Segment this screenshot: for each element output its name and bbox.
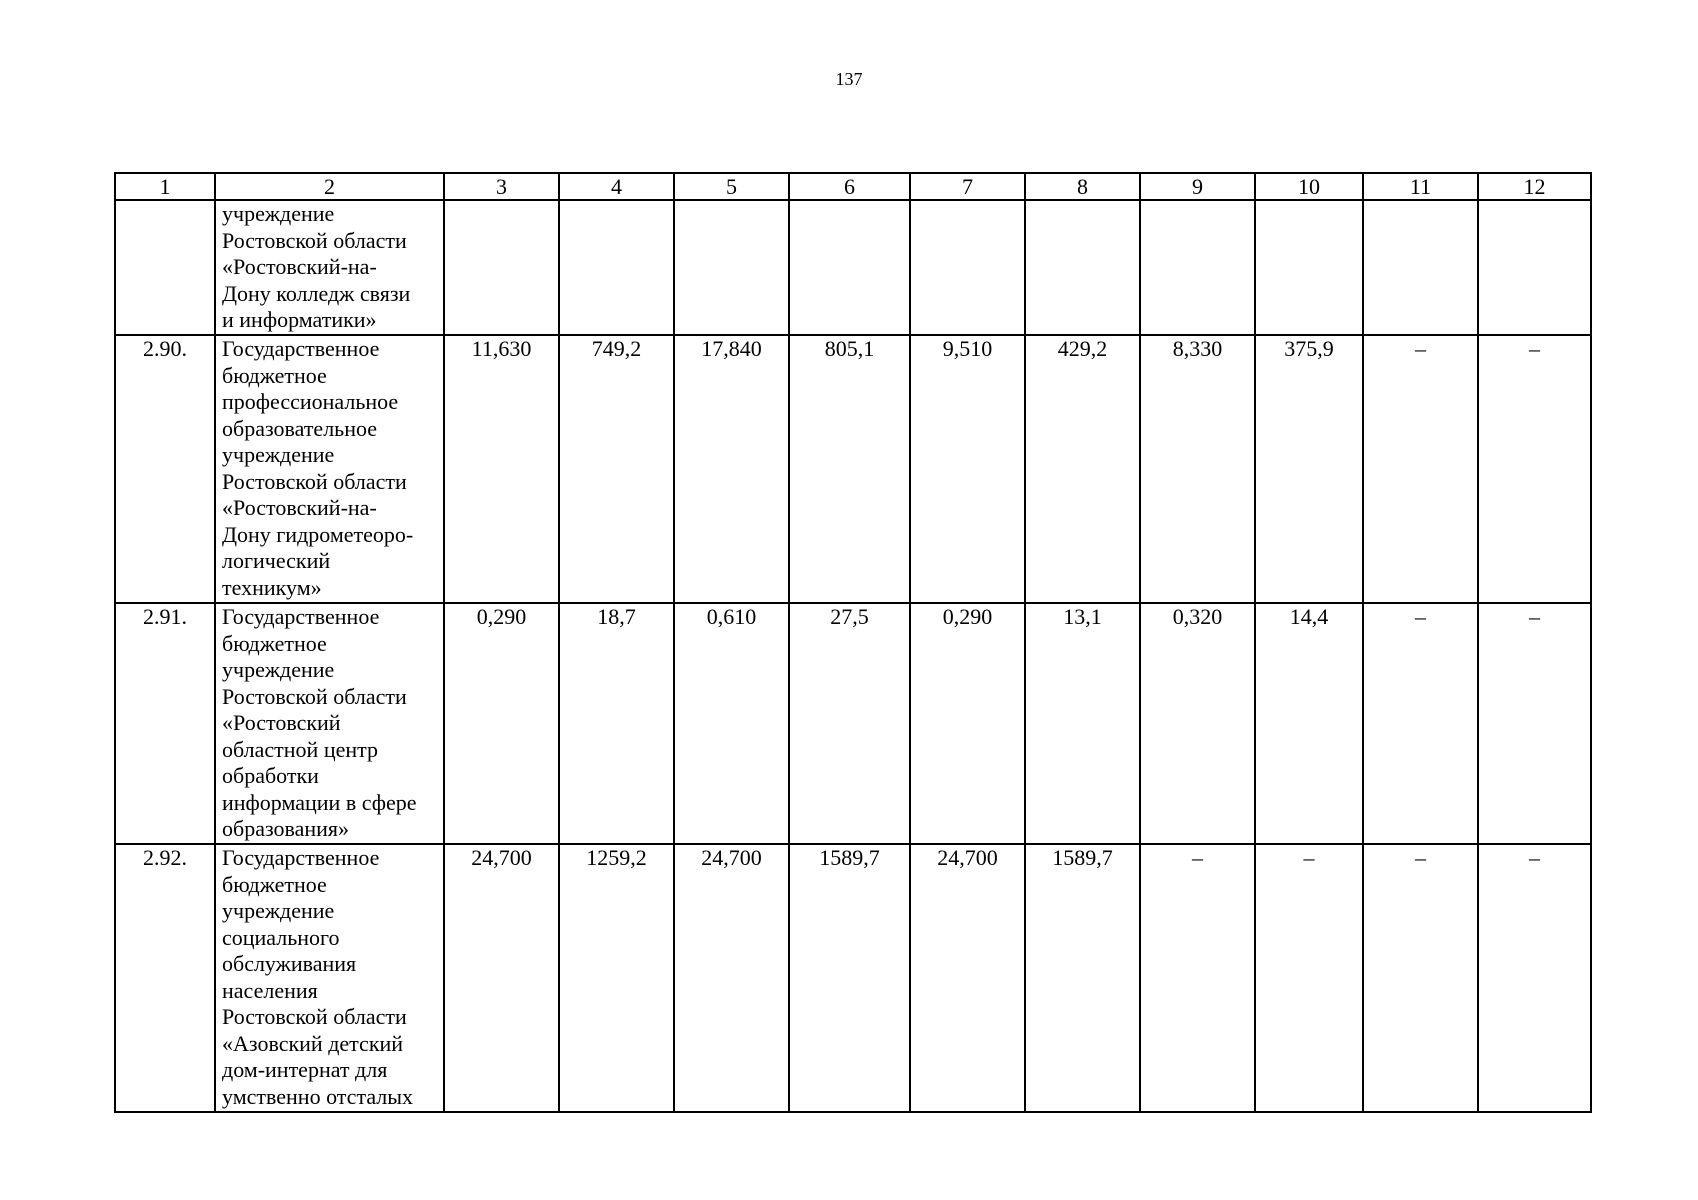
value-col-6: 805,1 (789, 335, 910, 603)
value-col-8: 429,2 (1025, 335, 1140, 603)
value-col-11: – (1363, 844, 1478, 1112)
value-col-7: 0,290 (910, 603, 1025, 844)
table-row (115, 844, 1591, 1112)
row-number: 2.91. (115, 603, 215, 844)
value-col-3: 11,630 (444, 335, 559, 603)
value-col-12: – (1478, 603, 1591, 844)
value-col-9: 8,330 (1140, 335, 1255, 603)
column-header-8: 8 (1025, 173, 1140, 200)
value-col-10 (1255, 200, 1363, 335)
institution-name: Государственное бюджетное учреждение Ростовской области «Ростовский областной центр обработки информации в сфере образования» (215, 603, 444, 844)
institution-name: Государственное бюджетное учреждение социального обслуживания населения Ростовской области «Азовский детский дом-интернат для умственно отсталых (215, 844, 444, 1112)
value-col-12 (1478, 200, 1591, 335)
value-col-9: – (1140, 844, 1255, 1112)
value-col-11: – (1363, 603, 1478, 844)
institution-name: учреждение Ростовской области «Ростовский-на- Дону колледж связи и информатики» (215, 200, 444, 335)
value-col-11 (1363, 200, 1478, 335)
column-header-4: 4 (559, 173, 674, 200)
value-col-8: 13,1 (1025, 603, 1140, 844)
column-header-2: 2 (215, 173, 444, 200)
value-col-10: – (1255, 844, 1363, 1112)
value-col-10: 14,4 (1255, 603, 1363, 844)
column-header-1: 1 (115, 173, 215, 200)
value-col-7: 9,510 (910, 335, 1025, 603)
value-col-9 (1140, 200, 1255, 335)
header-row (115, 173, 1591, 200)
row-number (115, 200, 215, 335)
value-col-5: 17,840 (674, 335, 789, 603)
row-number: 2.92. (115, 844, 215, 1112)
column-header-3: 3 (444, 173, 559, 200)
table-row (115, 335, 1591, 603)
data-table (114, 172, 1592, 1113)
column-header-9: 9 (1140, 173, 1255, 200)
column-header-11: 11 (1363, 173, 1478, 200)
value-col-11: – (1363, 335, 1478, 603)
value-col-4: 18,7 (559, 603, 674, 844)
value-col-9: 0,320 (1140, 603, 1255, 844)
value-col-8: 1589,7 (1025, 844, 1140, 1112)
column-header-12: 12 (1478, 173, 1591, 200)
value-col-8 (1025, 200, 1140, 335)
value-col-6: 1589,7 (789, 844, 910, 1112)
column-header-6: 6 (789, 173, 910, 200)
value-col-3: 24,700 (444, 844, 559, 1112)
page-number: 137 (835, 69, 863, 89)
column-header-7: 7 (910, 173, 1025, 200)
column-header-10: 10 (1255, 173, 1363, 200)
value-col-4 (559, 200, 674, 335)
value-col-12: – (1478, 335, 1591, 603)
value-col-5: 0,610 (674, 603, 789, 844)
table-row (115, 200, 1591, 335)
value-col-3: 0,290 (444, 603, 559, 844)
value-col-4: 749,2 (559, 335, 674, 603)
institution-name: Государственное бюджетное профессиональное образовательное учреждение Ростовской области «Ростовский-на- Дону гидрометеоро- логический техникум» (215, 335, 444, 603)
value-col-10: 375,9 (1255, 335, 1363, 603)
value-col-6: 27,5 (789, 603, 910, 844)
value-col-4: 1259,2 (559, 844, 674, 1112)
value-col-5: 24,700 (674, 844, 789, 1112)
value-col-7 (910, 200, 1025, 335)
value-col-12: – (1478, 844, 1591, 1112)
value-col-5 (674, 200, 789, 335)
column-header-5: 5 (674, 173, 789, 200)
value-col-3 (444, 200, 559, 335)
value-col-7: 24,700 (910, 844, 1025, 1112)
row-number: 2.90. (115, 335, 215, 603)
table-row (115, 603, 1591, 844)
value-col-6 (789, 200, 910, 335)
